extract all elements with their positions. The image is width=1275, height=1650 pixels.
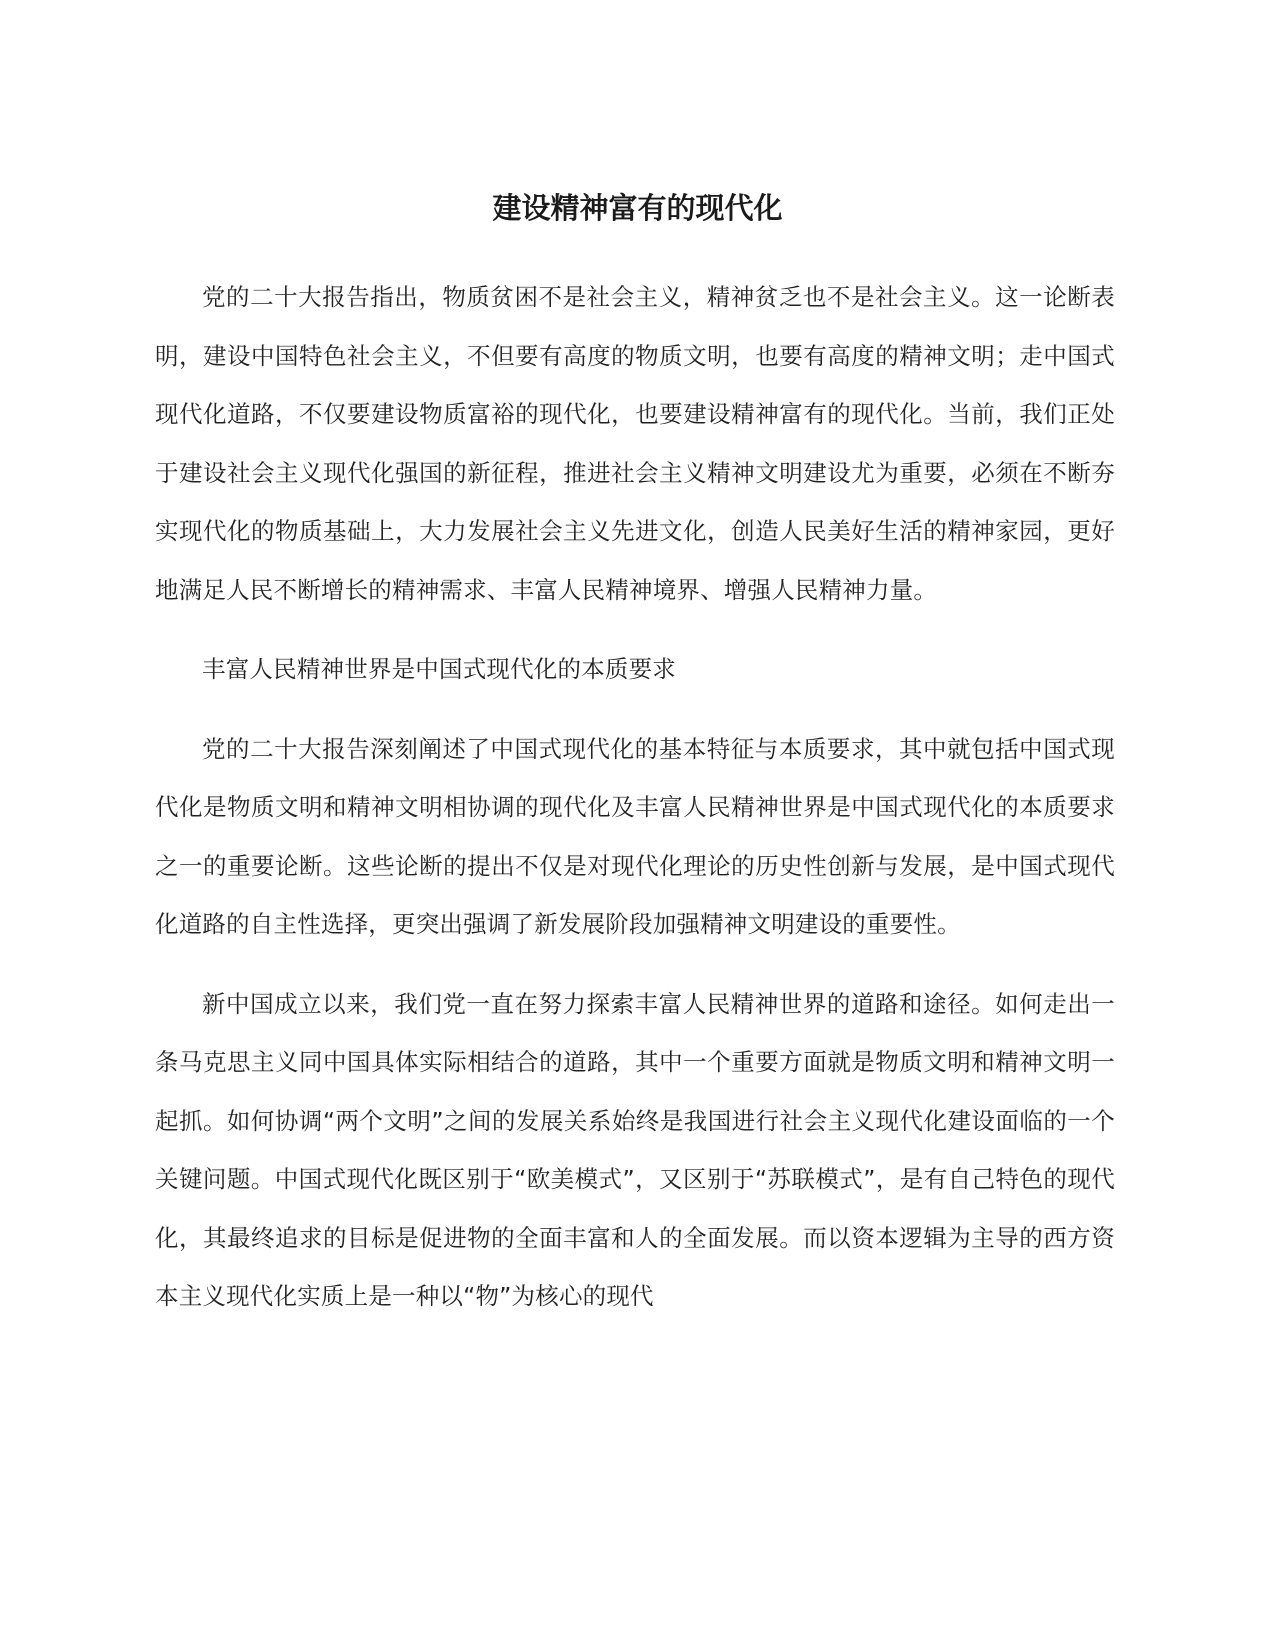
- paragraph-essential-requirement: 党的二十大报告深刻阐述了中国式现代化的基本特征与本质要求，其中就包括中国式现代化是物质文明和精神文明相协调的现代化及丰富人民精神世界是中国式现代化的本质要求之一的重要论断。这些论断的提出不仅是对现代化理论的历史性创新与发展，是中国式现代化道路的自主性选择，更突出强调了新发展阶段加强精神文明建设的重要性。: [155, 734, 1115, 938]
- document-body: [155, 268, 1115, 1347]
- paragraph-history: 新中国成立以来，我们党一直在努力探索丰富人民精神世界的道路和途径。如何走出一条马克思主义同中国具体实际相结合的道路，其中一个重要方面就是物质文明和精神文明一起抓。如何协调“两个文明”之间的发展关系始终是我国进行社会主义现代化建设面临的一个关键问题。中国式现代化既区别于“欧美模式”，又区别于“苏联模式”，是有自己特色的现代化，其最终追求的目标是促进物的全面丰富和人的全面发展。而以资本逻辑为主导的西方资本主义现代化实质上是一种以“物”为核心的现代: [155, 989, 1115, 1310]
- section-heading: 丰富人民精神世界是中国式现代化的本质要求: [202, 655, 676, 683]
- paragraph-intro: 党的二十大报告指出，物质贫困不是社会主义，精神贫乏也不是社会主义。这一论断表明，建设中国特色社会主义，不但要有高度的物质文明，也要有高度的精神文明；走中国式现代化道路，不仅要建设物质富裕的现代化，也要建设精神富有的现代化。当前，我们正处于建设社会主义现代化强国的新征程，推进社会主义精神文明建设尤为重要，必须在不断夯实现代化的物质基础上，大力发展社会主义先进文化，创造人民美好生活的精神家园，更好地满足人民不断增长的精神需求、丰富人民精神境界、增强人民精神力量。: [155, 283, 1115, 604]
- document-title: 建设精神富有的现代化: [492, 191, 783, 225]
